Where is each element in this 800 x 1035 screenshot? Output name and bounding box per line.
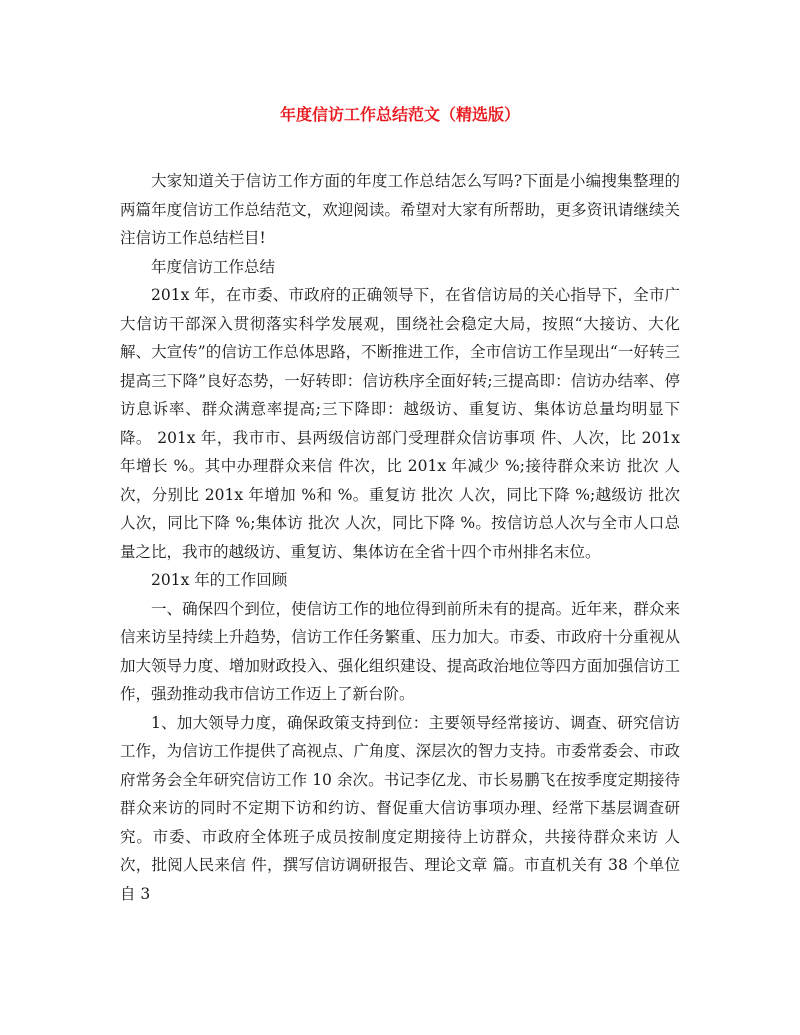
section-heading-review: 201x 年的工作回顾 [151, 571, 288, 589]
document-body [120, 167, 680, 908]
document-title: 年度信访工作总结范文（精选版） [279, 105, 520, 124]
review-paragraph-2: 1、加大领导力度，确保政策支持到位：主要领导经常接访、调查、研究信访工作，为信访工作提供了高视点、广角度、深层次的智力支持。市委常委会、市政府常务会全年研究信访工作 10 余次。书记李亿龙、市长易鹏飞在按季度定期接待群众来访的同时不定期下访和约访、督促重大信访事项办理、经常下基层调查研究。市委、市政府全体班子成员按制度定期接待上访群众，共接待群众来访 人次，批阅人民来信 件，撰写信访调研报告、理论文章 篇。市直机关有 38 个单位自 3 [120, 713, 680, 903]
review-paragraph-1: 一、确保四个到位，使信访工作的地位得到前所未有的提高。近年来，群众来信来访呈持续上升趋势，信访工作任务繁重、压力加大。市委、市政府十分重视从加大领导力度、增加财政投入、强化组织建设、提高政治地位等四方面加强信访工作，强劲推动我市信访工作迈上了新台阶。 [120, 599, 680, 703]
section-heading-summary: 年度信访工作总结 [151, 257, 276, 276]
intro-paragraph: 大家知道关于信访工作方面的年度工作总结怎么写吗?下面是小编搜集整理的两篇年度信访工作总结范文，欢迎阅读。希望对大家有所帮助，更多资讯请继续关注信访工作总结栏目! [120, 172, 680, 247]
summary-paragraph: 201x 年，在市委、市政府的正确领导下，在省信访局的关心指导下，全市广大信访干部深入贯彻落实科学发展观，围绕社会稳定大局，按照“大接访、大化解、大宣传”的信访工作总体思路，不断推进工作，全市信访工作呈现出“一好转三提高三下降”良好态势，一好转即：信访秩序全面好转;三提高即：信访办结率、停访息诉率、群众满意率提高;三下降即：越级访、重复访、集体访总量均明显下降。 201x 年，我市市、县两级信访部门受理群众信访事项 件、人次，比 201x 年增长 %。其中办理群众来信 件次，比 201x 年减少 %;接待群众来访 批次 人次，分别比 201x 年增加 %和 %。重复访 批次 人次，同比下降 %;越级访 批次 人次，同比下降 %;集体访 批次 人次，同比下降 %。按信访总人次与全市人口总量之比，我市的越级访、重复访、集体访在全省十四个市州排名末位。 [120, 286, 680, 561]
